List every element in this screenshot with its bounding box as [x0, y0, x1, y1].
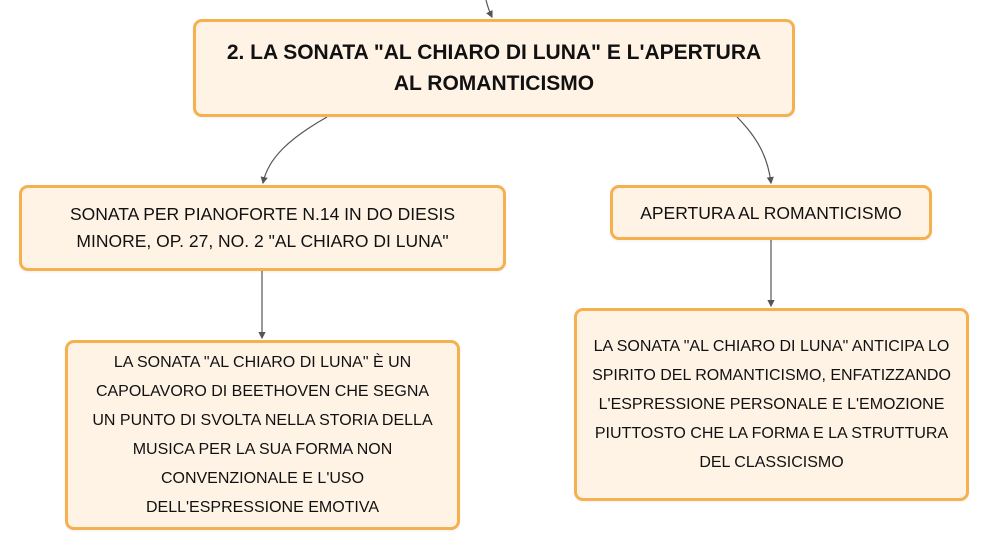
- description-label-sonata: LA SONATA "AL CHIARO DI LUNA" È UN CAPOLAVORO DI BEETHOVEN CHE SEGNA UN PUNTO DI SVOLTA NELLA STORIA DELLA MUSICA PER LA SUA FORMA NON CONVENZIONALE E L'USO DELL'ESPRESSIONE EMOTIVA: [92, 354, 433, 516]
- root-topic-label: 2. LA SONATA "AL CHIARO DI LUNA" E L'APERTURA AL ROMANTICISMO: [226, 41, 762, 95]
- description-node-sonata[interactable]: [65, 340, 460, 530]
- branch-label-sonata: SONATA PER PIANOFORTE N.14 IN DO DIESIS MINORE, OP. 27, NO. 2 "AL CHIARO DI LUNA": [69, 204, 456, 251]
- connector-root-to-sonata: [263, 117, 327, 183]
- connector-root-to-apertura: [737, 117, 771, 183]
- branch-node-sonata[interactable]: [19, 185, 506, 271]
- root-topic-node[interactable]: [193, 19, 795, 117]
- branch-node-apertura[interactable]: [610, 185, 932, 240]
- connector-parent-to-root: [486, 0, 492, 17]
- description-label-apertura: LA SONATA "AL CHIARO DI LUNA" ANTICIPA LO SPIRITO DEL ROMANTICISMO, ENFATIZZANDO L'ESPRESSIONE PERSONALE E L'EMOZIONE PIUTTOSTO CHE LA FORMA E LA STRUTTURA DEL CLASSICISMO: [592, 338, 951, 471]
- branch-label-apertura: APERTURA AL ROMANTICISMO: [640, 202, 902, 223]
- description-node-apertura[interactable]: [574, 308, 969, 501]
